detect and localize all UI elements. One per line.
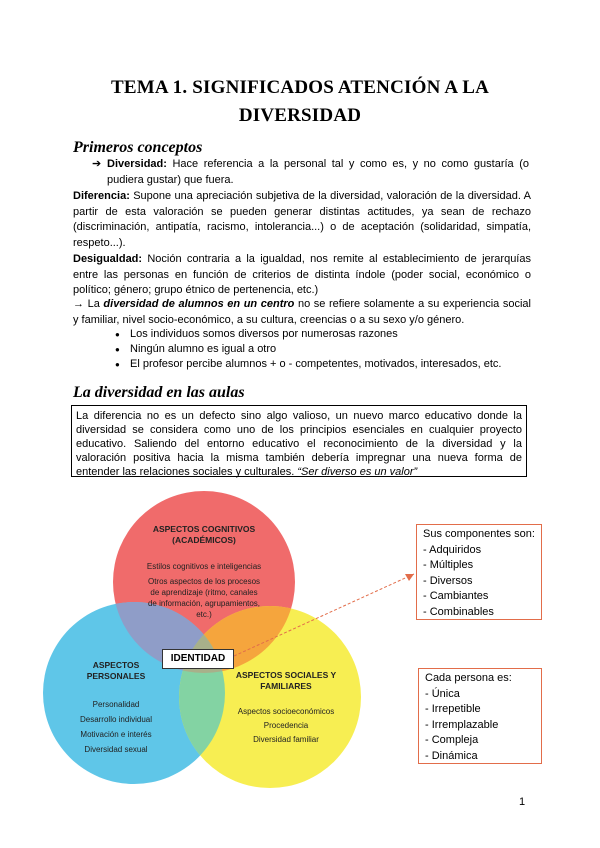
alumnos-prefix: → La xyxy=(73,298,104,310)
persona-item: - Dinámica xyxy=(425,749,478,762)
term-diferencia: Diferencia: xyxy=(73,190,130,202)
def-diferencia: Supone una apreciación subjetiva de la diversidad, valoración de la diversidad. A partir de esta valoración se pueden generar distintas actitudes, ya sean de rechazo (discriminación, antipatía, racismo, intolerancia...) o de aceptación (solidaridad, simpatía, respeto...). xyxy=(73,190,531,249)
bullet-item: ● Ningún alumno es igual a otro xyxy=(130,342,276,358)
persona-title: Cada persona es: xyxy=(425,672,512,684)
def-diversidad: Hace referencia a la personal tal y como es, y no como gustaría (o pudiera gustar) que fuera. xyxy=(107,158,529,186)
quote-box-quote: “Ser diverso es un valor” xyxy=(297,466,418,478)
componentes-item: - Múltiples xyxy=(423,559,474,571)
label-personales-title: ASPECTOS PERSONALES xyxy=(86,660,146,681)
alumnos-emphasis: diversidad de alumnos en un centro xyxy=(103,298,295,310)
persona-box xyxy=(418,668,542,764)
persona-item: - Compleja xyxy=(425,734,479,746)
persona-item: - Irrepetible xyxy=(425,703,481,715)
persona-item: - Irremplazable xyxy=(425,718,499,731)
arrow-icon: ➔ xyxy=(92,158,102,170)
identidad-label: IDENTIDAD xyxy=(162,649,234,669)
componentes-item: - Cambiantes xyxy=(423,590,489,602)
title-line-2: DIVERSIDAD xyxy=(238,105,362,126)
title-line-1: TEMA 1. SIGNIFICADOS ATENCIÓN A LA xyxy=(110,77,490,98)
componentes-item: - Diversos xyxy=(423,574,473,587)
quote-box-text: La diferencia no es un defecto sino algo valioso, un nuevo marco educativo donde la diversidad se considera como uno de los principios esenciales en cualquier proyecto educativo. Saliendo del entorno educativo el reconocimiento de la diversidad y la valoración positiva hacia la misma también debería impregnar una nueva forma de entender las relaciones sociales y culturales. xyxy=(76,410,522,478)
term-desigualdad: Desigualdad: xyxy=(73,253,143,265)
persona-item: - Única xyxy=(425,687,460,700)
componentes-box xyxy=(416,524,542,620)
bullet-item: ● El profesor percibe alumnos + o - competentes, motivados, interesados, etc. xyxy=(130,357,501,373)
label-sociales-items: Aspectos socioeconómicos Procedencia Diversidad familiar xyxy=(237,707,335,744)
term-diversidad: Diversidad: xyxy=(107,158,167,170)
page-number: 1 xyxy=(519,796,526,808)
connector-arrowhead xyxy=(405,574,414,581)
componentes-item: - Adquiridos xyxy=(423,543,482,556)
componentes-title: Sus componentes son: xyxy=(423,528,535,540)
label-personales-items: Personalidad Desarrollo individual Motivación e interés Diversidad sexual xyxy=(79,700,153,754)
section-heading-diversidad-aulas: La diversidad en las aulas xyxy=(73,384,245,401)
section-heading-primeros-conceptos: Primeros conceptos xyxy=(73,139,203,156)
alumnos-rest: no se refiere solamente a su experiencia social y familiar, nivel socio-económico, a su cultura, creencias o a su sexo y/o género. xyxy=(73,298,531,326)
bullet-item: ● Los individuos somos diversos por numerosas razones xyxy=(130,327,398,343)
componentes-item: - Combinables xyxy=(423,605,494,618)
label-cognitivos-title: ASPECTOS COGNITIVOS (ACADÉMICOS) xyxy=(152,524,256,545)
def-desigualdad: Noción contraria a la igualdad, nos remite al establecimiento de jerarquías entre las personas en función de criterios de distinta índole (poder social, económico o político; género; grupo étnico de pertenencia, etc.) xyxy=(73,253,531,297)
label-sociales-title: ASPECTOS SOCIALES Y FAMILIARES xyxy=(235,670,337,691)
label-cognitivos-items: Estilos cognitivos e inteligencias Otros aspectos de los procesos de aprendizaje (ritmo, canales de información, agrupamientos, etc.) xyxy=(146,562,262,619)
